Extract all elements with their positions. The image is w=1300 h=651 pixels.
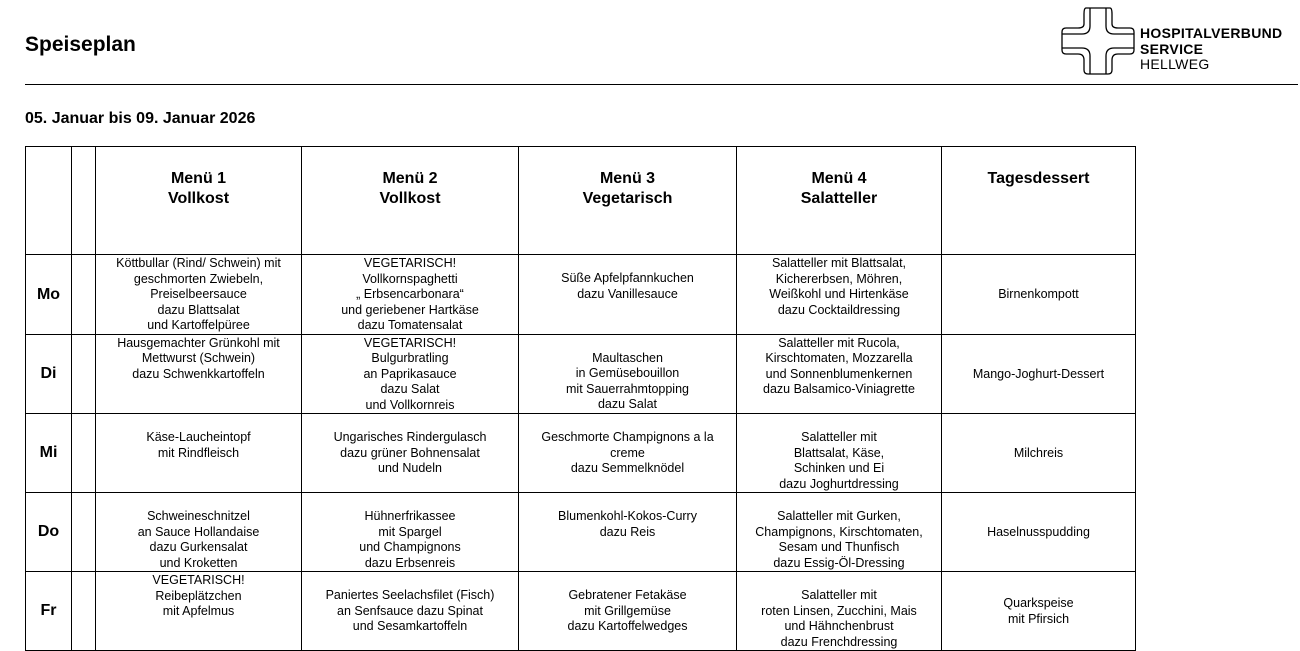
dish-line: Vollkornspaghetti [362, 271, 458, 286]
dessert-cell [942, 255, 1136, 335]
dish-line: dazu Vanillesauce [577, 286, 678, 301]
dish-line: dazu grüner Bohnensalat [340, 445, 480, 460]
dessert-cell [942, 493, 1136, 572]
dish-line: und Nudeln [378, 461, 442, 475]
dish-line: Käse-Laucheintopf [146, 430, 251, 444]
dish-line: Salatteller mit [801, 430, 877, 444]
day-label: Mo [26, 255, 72, 335]
dish-line: Hausgemachter Grünkohl mit [117, 335, 280, 350]
dish-line: dazu Joghurtdressing [779, 476, 899, 491]
header-divider [25, 84, 1298, 85]
dish-line: Paniertes Seelachsfilet (Fisch) [325, 588, 495, 602]
menu-4-cell [737, 414, 942, 493]
dish-line: Schweineschnitzel [147, 509, 250, 523]
dish-line: in Gemüsebouillon [575, 366, 680, 380]
dish-line: an Paprikasauce [363, 366, 457, 381]
dish-line: und Sesamkartoffeln [352, 619, 468, 633]
menu-2-cell [302, 414, 519, 493]
menu-1-cell [96, 493, 302, 572]
dish-line: Quarkspeise [1003, 596, 1074, 610]
dish-line: mit Pfirsich [1007, 611, 1070, 626]
dish-line: mit Spargel [378, 524, 442, 539]
dish-line: Gebratener Fetakäse [568, 588, 687, 602]
dish-line: Salatteller mit Rucola, [778, 335, 900, 350]
menu-3-cell [519, 572, 737, 651]
menu-2-cell [302, 493, 519, 572]
spacer-cell [72, 493, 96, 572]
dish-line: Köttbullar (Rind/ Schwein) mit [116, 256, 281, 270]
dish-line: Süße Apfelpfannkuchen [561, 271, 694, 285]
dish-line: Kichererbsen, Möhren, [775, 271, 903, 286]
spacer-cell [72, 572, 96, 651]
dish-line: dazu Tomatensalat [357, 318, 463, 332]
dish-line: dazu Blattsalat [157, 302, 240, 317]
dish-line: dazu Gurkensalat [149, 540, 248, 554]
menu-2-cell [302, 572, 519, 651]
dish-line: Kirschtomaten, Mozzarella [765, 351, 913, 365]
dish-line: VEGETARISCH! [152, 573, 245, 587]
dish-line: dazu Frenchdressing [780, 634, 898, 649]
dish-line: und Hähnchenbrust [784, 619, 894, 633]
dish-line: creme [610, 445, 645, 460]
dish-line: Maultaschen [592, 350, 663, 365]
header-menu-2: Menü 2 Vollkost [302, 147, 519, 255]
dish-line: Hühnerfrikassee [364, 509, 456, 523]
dish-line: dazu Erbsenreis [364, 555, 456, 570]
dish-line: Ungarisches Rindergulasch [333, 430, 487, 444]
dish-line: dazu Kartoffelwedges [567, 619, 688, 633]
header-row [26, 147, 1136, 255]
header-day-cell [26, 147, 72, 255]
logo-line-3: HELLWEG [1140, 56, 1210, 72]
logo-line-2: SERVICE [1140, 40, 1204, 57]
dish-line: Haselnusspudding [987, 524, 1090, 539]
hospitalverbund-logo [1060, 6, 1300, 76]
dish-line: und Kartoffelpüree [147, 318, 250, 332]
spacer-cell [72, 334, 96, 414]
dessert-cell [942, 334, 1136, 414]
cross-logo-icon [1060, 6, 1136, 76]
day-label: Fr [26, 572, 72, 651]
header-menu-3: Menü 3 Vegetarisch [519, 147, 737, 255]
header-spacer-cell [72, 147, 96, 255]
menu-3-cell [519, 334, 737, 414]
dish-line: Milchreis [1013, 445, 1064, 460]
dish-line: mit Apfelmus [162, 604, 235, 618]
menu-3-cell [519, 493, 737, 572]
menu-4-cell [737, 255, 942, 335]
dish-line: mit Grillgemüse [584, 603, 671, 618]
dish-line: Sesam und Thunfisch [778, 540, 900, 554]
day-label: Mi [26, 414, 72, 493]
dessert-cell [942, 414, 1136, 493]
day-label: Di [26, 334, 72, 414]
dish-line: Mango-Joghurt-Dessert [972, 366, 1105, 381]
dish-line: Mettwurst (Schwein) [141, 351, 256, 365]
dish-line: roten Linsen, Zucchini, Mais [761, 603, 917, 618]
day-label: Do [26, 493, 72, 572]
header-dessert: Tagesdessert [942, 147, 1136, 255]
dish-line: Salatteller mit [801, 588, 877, 602]
dish-line: Blattsalat, Käse, [793, 445, 885, 460]
menu-1-cell [96, 572, 302, 651]
dish-line: und Kroketten [159, 555, 238, 570]
menu-table [25, 146, 1136, 651]
dish-line: dazu Cocktaildressing [777, 302, 901, 317]
dish-line: VEGETARISCH! [363, 335, 457, 350]
dish-line: Blumenkohl-Kokos-Curry [558, 509, 697, 523]
menu-4-cell [737, 493, 942, 572]
table-row [26, 255, 1136, 335]
dish-line: Reibeplätzchen [155, 588, 242, 603]
header-menu-1: Menü 1 Vollkost [96, 147, 302, 255]
menu-4-cell [737, 572, 942, 651]
dish-line: mit Sauerrahmtopping [566, 381, 689, 396]
dish-line: Schinken und Ei [793, 461, 885, 475]
dish-line: Salatteller mit Gurken, [777, 509, 901, 523]
dessert-cell [942, 572, 1136, 651]
menu-3-cell [519, 255, 737, 335]
dish-line: dazu Balsamico-Viniagrette [763, 382, 915, 396]
dish-line: dazu Reis [599, 524, 656, 539]
dish-line: Preiselbeersauce [150, 287, 247, 301]
dish-line: Champignons, Kirschtomaten, [755, 524, 923, 539]
logo-line-1: HOSPITALVERBUND [1140, 25, 1283, 41]
menu-3-cell [519, 414, 737, 493]
date-range: 05. Januar bis 09. Januar 2026 [25, 110, 256, 127]
spacer-cell [72, 414, 96, 493]
dish-line: Bulgurbratling [371, 351, 449, 365]
dish-line: und Sonnenblumenkernen [765, 366, 913, 381]
dish-line: „ Erbsencarbonara“ [356, 287, 464, 301]
table-row [26, 414, 1136, 493]
dish-line: Weißkohl und Hirtenkäse [769, 287, 909, 301]
dish-line: dazu Salat [597, 397, 658, 411]
dish-line: und geriebener Hartkäse [341, 302, 479, 317]
page-title: Speiseplan [25, 33, 136, 56]
header-menu-4: Menü 4 Salatteller [737, 147, 942, 255]
menu-1-cell [96, 255, 302, 335]
dish-line: und Vollkornreis [365, 397, 455, 412]
dish-line: mit Rindfleisch [157, 445, 240, 460]
dish-line: VEGETARISCH! [363, 256, 457, 270]
menu-1-cell [96, 334, 302, 414]
dish-line: an Senfsauce dazu Spinat [337, 603, 483, 618]
dish-line: dazu Schwenkkartoffeln [132, 366, 265, 381]
table-row [26, 572, 1136, 651]
table-row [26, 493, 1136, 572]
dish-line: Geschmorte Champignons a la [541, 430, 714, 444]
menu-2-cell [302, 334, 519, 414]
dish-line: dazu Salat [380, 382, 440, 396]
dish-line: Salatteller mit Blattsalat, [771, 256, 907, 270]
table-row [26, 334, 1136, 414]
menu-2-cell [302, 255, 519, 335]
dish-line: dazu Essig-Öl-Dressing [773, 555, 905, 570]
dish-line: Birnenkompott [998, 287, 1079, 301]
spacer-cell [72, 255, 96, 335]
menu-4-cell [737, 334, 942, 414]
menu-1-cell [96, 414, 302, 493]
dish-line: und Champignons [359, 540, 461, 554]
dish-line: an Sauce Hollandaise [137, 524, 260, 539]
dish-line: dazu Semmelknödel [570, 461, 685, 475]
dish-line: geschmorten Zwiebeln, [133, 271, 264, 286]
